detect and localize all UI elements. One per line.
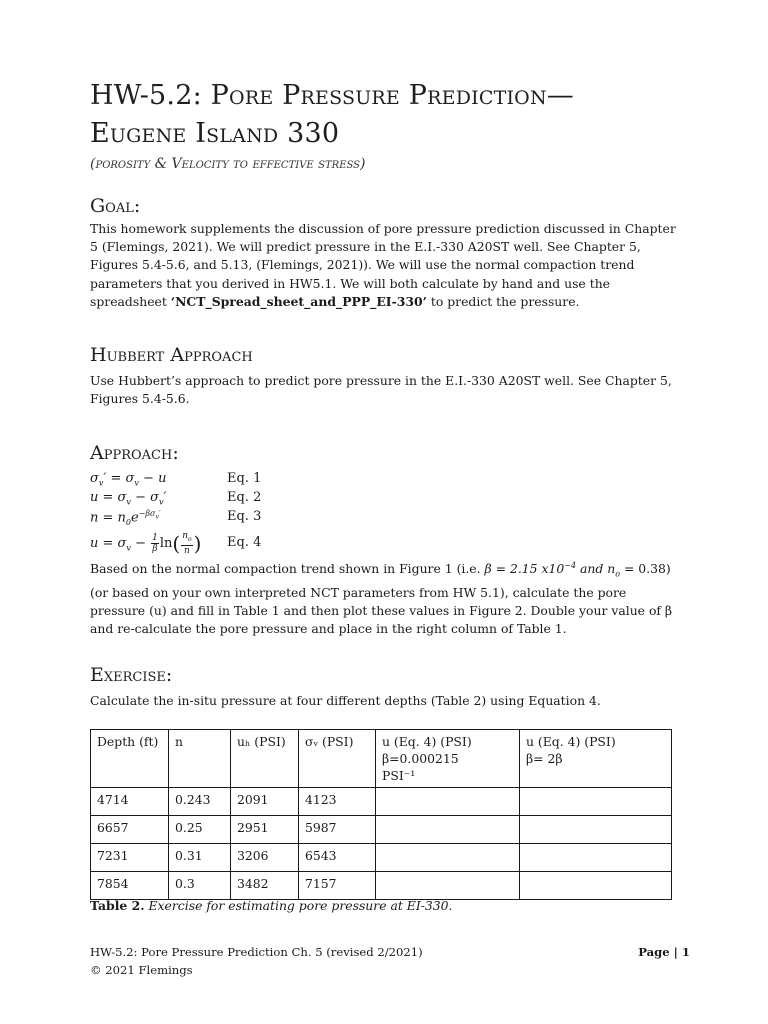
approach-text-part-2: ) (or based on your own interpreted NCT parameters from HW 5.1), calculate the pore pressure (u) and fill in Table 1 and then plot these values in Figure 2. Double your value of β and re-calculate the pore pressure and place in the right column of Table 1.: [90, 561, 673, 637]
goal-heading: Goal:: [90, 195, 141, 217]
cell-uh: 2951: [231, 816, 299, 844]
header-uh: uₕ (PSI): [231, 730, 299, 788]
beta-exponent: −4: [564, 561, 577, 570]
document-title-line-2: Eugene Island 330: [90, 118, 340, 149]
cell-u-2beta[interactable]: [520, 788, 672, 816]
approach-text-part-1: Based on the normal compaction trend shown in Figure 1 (i.e.: [90, 561, 485, 577]
cell-u-2beta[interactable]: [520, 844, 672, 872]
footer-copyright: © 2021 Flemings: [90, 963, 193, 977]
cell-sv: 5987: [299, 816, 376, 844]
table-header-row: [91, 730, 672, 788]
cell-u-beta[interactable]: [376, 816, 520, 844]
cell-n: 0.243: [169, 788, 231, 816]
hubbert-paragraph: Use Hubbert’s approach to predict pore pressure in the E.I.-330 A20ST well. See Chapter 5, Figures 5.4-5.6.: [90, 373, 672, 407]
cell-sv: 4123: [299, 788, 376, 816]
header-u-eq4-beta-line-3: PSI⁻¹: [382, 768, 416, 783]
n-subscript: o: [615, 569, 621, 579]
cell-u-beta[interactable]: [376, 844, 520, 872]
cell-depth: 7231: [91, 844, 169, 872]
table-row: [91, 816, 672, 844]
cell-u-2beta[interactable]: [520, 872, 672, 900]
equation-1-label: Eq. 1: [227, 471, 262, 486]
goal-text-part-2: to predict the pressure.: [426, 293, 580, 309]
document-title-line-1: HW-5.2: Pore Pressure Prediction—: [90, 80, 574, 111]
cell-depth: 7854: [91, 872, 169, 900]
exercise-paragraph: Calculate the in-situ pressure at four different depths (Table 2) using Equation 4.: [90, 693, 601, 708]
n-value: = 0.38: [620, 561, 666, 577]
equation-4-expression: $u = \sigma_v$ − $\frac{1}{\beta}$ ln( $\frac{n_o}{n}$ ): [90, 531, 202, 556]
table-row: [91, 788, 672, 816]
cell-uh: 3206: [231, 844, 299, 872]
approach-paragraph: [90, 557, 682, 638]
cell-sv: 7157: [299, 872, 376, 900]
cell-n: 0.31: [169, 844, 231, 872]
cell-depth: 4714: [91, 788, 169, 816]
equation-4-label: Eq. 4: [227, 535, 262, 550]
table-row: [91, 844, 672, 872]
cell-u-beta[interactable]: [376, 872, 520, 900]
cell-uh: 3482: [231, 872, 299, 900]
footer-title: HW-5.2: Pore Pressure Prediction Ch. 5 (revised 2/2021): [90, 945, 423, 959]
table-caption-label: Table 2.: [90, 898, 145, 913]
header-n: n: [169, 730, 231, 788]
table-caption: [90, 898, 453, 913]
beta-value: [484, 561, 621, 579]
document-subtitle: (porosity & Velocity to effective stress): [90, 156, 366, 172]
header-u-eq4-beta-line-1: u (Eq. 4) (PSI): [382, 734, 472, 749]
and-n-text: and n: [576, 561, 616, 577]
header-u-eq4-2beta-line-1: u (Eq. 4) (PSI): [526, 734, 616, 749]
cell-uh: 2091: [231, 788, 299, 816]
pore-pressure-table: [90, 729, 672, 900]
equation-2-label: Eq. 2: [227, 490, 262, 505]
table-row: [91, 872, 672, 900]
document-page: [90, 0, 690, 1024]
header-u-eq4-2beta-line-2: β= 2β: [526, 751, 563, 766]
cell-u-beta[interactable]: [376, 788, 520, 816]
equation-3-label: Eq. 3: [227, 509, 262, 524]
header-u-eq4-beta: [376, 730, 520, 788]
cell-n: 0.25: [169, 816, 231, 844]
footer-page-number: Page | 1: [638, 945, 690, 959]
header-u-eq4-beta-line-2: β=0.000215: [382, 751, 459, 766]
cell-sv: 6543: [299, 844, 376, 872]
goal-text-part-1: This homework supplements the discussion of pore pressure prediction discussed in Chapter 5 (Flemings, 2021). We will predict pressure in the E.I.-330 A20ST well. See Chapter 5, Figures 5.4-5.6, and 5.13, (Flemings, 2021)). We will use the normal compaction trend parameters that you derived in HW5.1. We will both calculate by hand and use the spreadsheet: [90, 221, 676, 309]
equation-2-expression: $u = \sigma_v - \sigma_v'$: [90, 490, 167, 507]
goal-paragraph: [90, 220, 682, 311]
header-depth: Depth (ft): [91, 730, 169, 788]
equation-3-expression: $n = n_0e^{-\beta\sigma_v'}$: [90, 509, 161, 527]
hubbert-heading: Hubbert Approach: [90, 344, 253, 366]
beta-value-text: β = 2.15 x10: [484, 561, 565, 577]
spreadsheet-name: ‘NCT_Spread_sheet_and_PPP_EI-330’: [170, 293, 427, 309]
cell-n: 0.3: [169, 872, 231, 900]
header-sv: σᵥ (PSI): [299, 730, 376, 788]
header-u-eq4-2beta: [520, 730, 672, 788]
equation-1-expression: $\sigma_v' = \sigma_v - u$: [90, 471, 167, 488]
table-caption-text: Exercise for estimating pore pressure at EI-330.: [144, 898, 453, 913]
exercise-heading: Exercise:: [90, 664, 173, 686]
cell-depth: 6657: [91, 816, 169, 844]
cell-u-2beta[interactable]: [520, 816, 672, 844]
approach-heading: Approach:: [90, 442, 179, 464]
